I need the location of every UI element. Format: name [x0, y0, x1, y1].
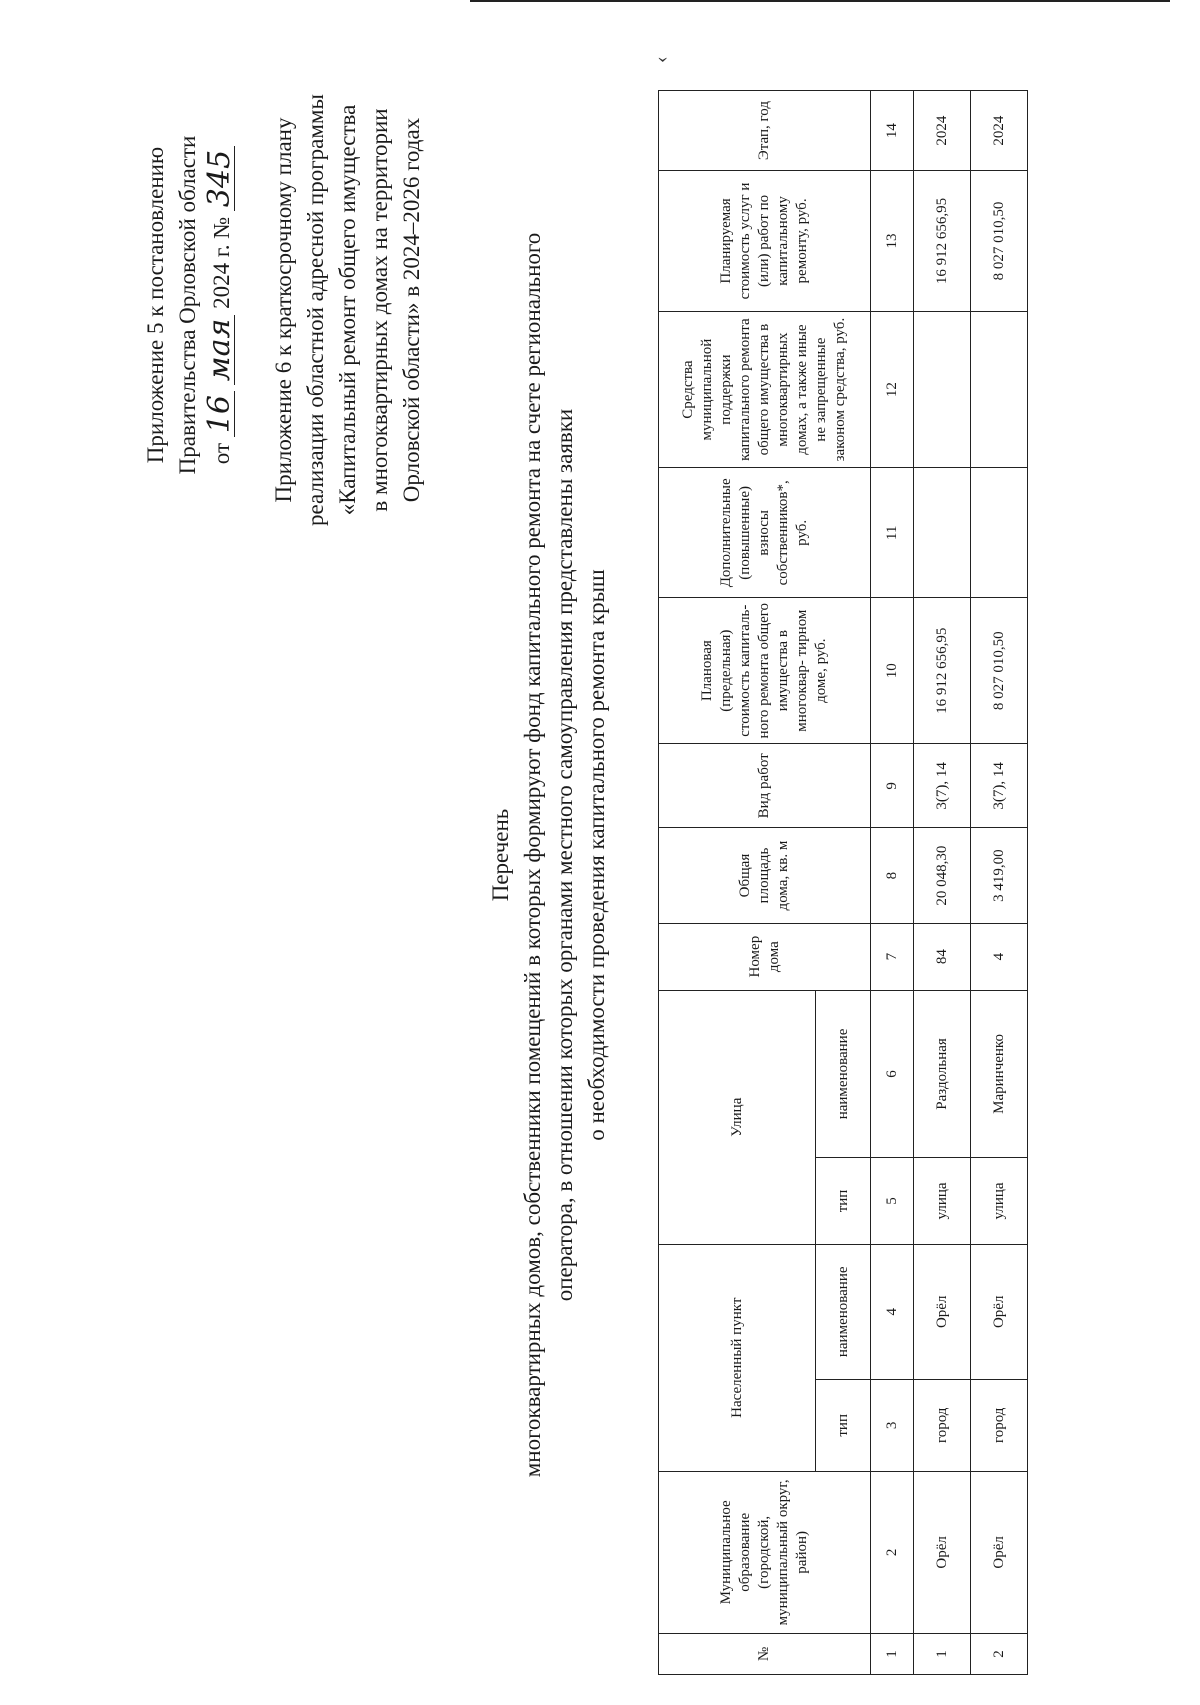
- scan-artifact: ‹: [650, 56, 672, 63]
- column-number: 4: [871, 1244, 914, 1379]
- col-header-municipality: Муниципальное образование (городской, муниципальный округ, район): [659, 1471, 871, 1633]
- column-number: 2: [871, 1471, 914, 1633]
- column-number: 12: [871, 311, 914, 468]
- cell-area: 20 048,30: [914, 828, 971, 923]
- cell-planned-cost: 16 912 656,95: [914, 598, 971, 744]
- column-number: 3: [871, 1379, 914, 1471]
- title-line1: многоквартирных домов, собственники помещений в которых формируют фонд капитального ремонта на счете регионального: [520, 232, 545, 1478]
- col-header-street: Улица: [659, 990, 816, 1244]
- appendix-5-date-line: [204, 55, 238, 555]
- col-header-planned-cost: Плановая (предельная) стоимость капиталь- ного ремонта общего имущества в многоквар- тирном доме, руб.: [659, 598, 871, 744]
- cell-work-type: 3(7), 14: [971, 744, 1028, 828]
- appendix-5-line2: Правительства Орловской области: [175, 135, 200, 475]
- col-header-stage: Этап, год: [659, 91, 871, 171]
- houses-table: [658, 90, 1028, 1675]
- cell-settlement-name: Орёл: [914, 1244, 971, 1379]
- appendix-6-line3: «Капитальный ремонт общего имущества: [335, 104, 360, 516]
- date-month-handwritten: мая: [209, 315, 235, 386]
- cell-area: 3 419,00: [971, 828, 1028, 923]
- cell-house: 84: [914, 923, 971, 990]
- column-number: 6: [871, 990, 914, 1158]
- cell-municipality: Орёл: [971, 1471, 1028, 1633]
- header-row-main: [659, 91, 816, 1675]
- column-number: 11: [871, 468, 914, 598]
- cell-no: 2: [971, 1633, 1028, 1674]
- col-header-municipal-funds: Средства муниципальной поддержки капитального ремонта общего имущества в многоквартирных домах, а также иные не запрещенные законом средства, руб.: [659, 311, 871, 468]
- cell-settlement-type: город: [971, 1379, 1028, 1471]
- title-line2: оператора, в отношении которых органами местного самоуправления представлены заявки: [552, 408, 577, 1302]
- cell-work-type: 3(7), 14: [914, 744, 971, 828]
- column-number: 10: [871, 598, 914, 744]
- appendix-6-line5: Орловской области» в 2024–2026 годах: [399, 117, 424, 503]
- column-number: 8: [871, 828, 914, 923]
- appendix-6-line1: Приложение 6 к краткосрочному плану: [271, 117, 296, 503]
- col-header-settlement-type: тип: [816, 1379, 871, 1471]
- column-numbers-row: [871, 91, 914, 1675]
- cell-street-name: Маринченко: [971, 990, 1028, 1158]
- col-header-extra-contrib: Дополнительные (повышенные) взносы собственников*, руб.: [659, 468, 871, 598]
- appendix-6-line4: в многоквартирных домах на территории: [367, 108, 392, 512]
- title-heading: Перечень: [488, 808, 513, 902]
- cell-municipal-funds: [914, 311, 971, 468]
- appendix-6-line2: реализации областной адресной программы: [303, 94, 328, 526]
- cell-municipality: Орёл: [914, 1471, 971, 1633]
- col-header-street-name: наименование: [816, 990, 871, 1158]
- cell-services-cost: 16 912 656,95: [914, 171, 971, 312]
- cell-no: 1: [914, 1633, 971, 1674]
- cell-planned-cost: 8 027 010,50: [971, 598, 1028, 744]
- appendix-5-line1: Приложение 5 к постановлению: [143, 146, 168, 464]
- column-number: 14: [871, 91, 914, 171]
- column-number: 5: [871, 1158, 914, 1244]
- column-number: 7: [871, 923, 914, 990]
- cell-extra-contrib: [914, 468, 971, 598]
- column-number: 13: [871, 171, 914, 312]
- date-day-handwritten: 16: [209, 391, 235, 437]
- col-header-area: Общая площадь дома, кв. м: [659, 828, 871, 923]
- table-row: [971, 91, 1028, 1675]
- col-header-services-cost: Планируемая стоимость услуг и (или) работ по капитальному ремонту, руб.: [659, 171, 871, 312]
- column-number: 1: [871, 1633, 914, 1674]
- col-header-house: Номер дома: [659, 923, 871, 990]
- col-header-no: №: [659, 1633, 871, 1674]
- cell-settlement-name: Орёл: [971, 1244, 1028, 1379]
- col-header-street-type: тип: [816, 1158, 871, 1244]
- appendix-6-header: [268, 50, 428, 570]
- cell-municipal-funds: [971, 311, 1028, 468]
- cell-settlement-type: город: [914, 1379, 971, 1471]
- doc-number-handwritten: 345: [209, 146, 235, 211]
- cell-stage: 2024: [914, 91, 971, 171]
- title-line3: о необходимости проведения капитального ремонта крыш: [584, 569, 609, 1141]
- col-header-work-type: Вид работ: [659, 744, 871, 828]
- document-title: [485, 160, 613, 1550]
- cell-street-name: Раздольная: [914, 990, 971, 1158]
- cell-street-type: улица: [971, 1158, 1028, 1244]
- column-number: 9: [871, 744, 914, 828]
- cell-extra-contrib: [971, 468, 1028, 598]
- cell-services-cost: 8 027 010,50: [971, 171, 1028, 312]
- col-header-settlement: Населенный пункт: [659, 1244, 816, 1471]
- date-year: 2024 г. №: [209, 216, 234, 309]
- table-row: [914, 91, 971, 1675]
- appendix-5-header: [140, 55, 238, 555]
- cell-street-type: улица: [914, 1158, 971, 1244]
- cell-house: 4: [971, 923, 1028, 990]
- cell-stage: 2024: [971, 91, 1028, 171]
- col-header-settlement-name: наименование: [816, 1244, 871, 1379]
- date-prefix: от: [209, 442, 234, 465]
